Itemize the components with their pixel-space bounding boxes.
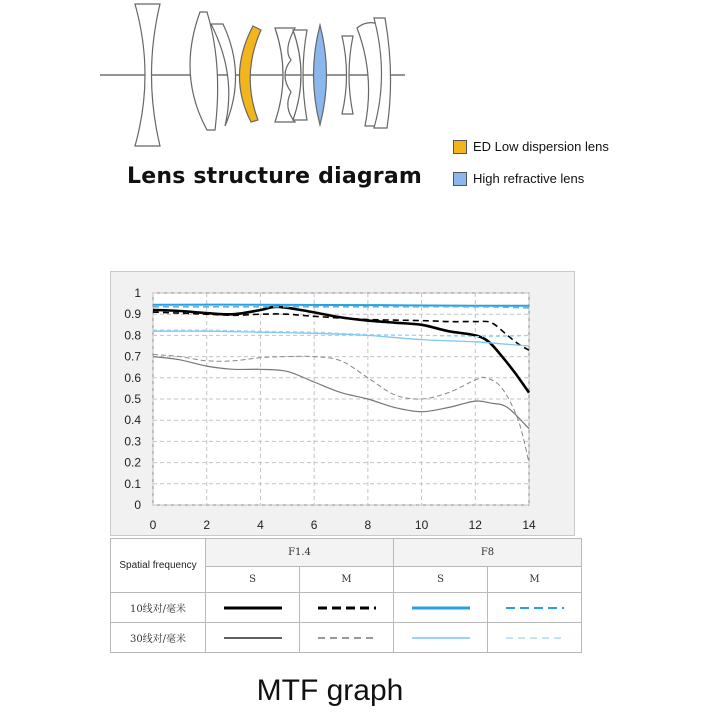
legend-item-ed <box>453 139 609 154</box>
line-sample-30-f14-s <box>222 634 284 642</box>
sample-cell <box>488 623 582 653</box>
line-sample-10-f14-s <box>222 604 284 612</box>
group-header-f8: F8 <box>394 539 582 567</box>
y-tick-label: 0.5 <box>124 392 141 406</box>
y-tick-label: 0.4 <box>124 413 141 428</box>
y-tick-label: 0.1 <box>124 476 141 491</box>
spatial-frequency-header: Spatial frequency <box>111 539 206 593</box>
mtf-chart <box>110 271 575 536</box>
high-refractive-lens-element <box>314 25 327 125</box>
sub-header-f14-s: S <box>206 567 300 593</box>
y-tick-label: 0.7 <box>124 349 141 364</box>
mtf-caption: MTF graph <box>256 674 404 707</box>
sub-header-f8-m: M <box>488 567 582 593</box>
row-label-10lp: 10线对/毫米 <box>111 593 206 623</box>
line-sample-30-f8-m <box>504 634 566 642</box>
legend-label-high-refractive: High refractive lens <box>473 171 585 186</box>
legend-item-high-refractive <box>453 171 584 186</box>
y-tick-label: 1 <box>134 286 141 300</box>
group-header-f14: F1.4 <box>206 539 394 567</box>
high-refractive-swatch <box>453 172 467 186</box>
y-tick-label: 0 <box>134 498 141 512</box>
ed-swatch <box>453 140 467 154</box>
sample-cell <box>394 593 488 623</box>
series-line-f8-10-s <box>153 305 529 306</box>
y-tick-label: 0.2 <box>124 455 141 470</box>
row-label-30lp: 30线对/毫米 <box>111 623 206 653</box>
y-tick-label: 0.9 <box>124 307 141 322</box>
diagram-title: Lens structure diagram <box>127 164 423 189</box>
y-tick-label: 0.3 <box>124 434 141 449</box>
x-tick-label: 8 <box>364 518 372 532</box>
sample-cell <box>488 593 582 623</box>
sub-header-f8-s: S <box>394 567 488 593</box>
line-sample-30-f14-m <box>316 634 378 642</box>
mtf-legend-table <box>110 538 582 653</box>
x-tick-label: 12 <box>468 518 482 532</box>
x-tick-label: 2 <box>203 518 211 532</box>
line-sample-10-f8-m <box>504 604 566 612</box>
sample-cell <box>300 623 394 653</box>
line-sample-10-f8-s <box>410 604 472 612</box>
lens-structure-diagram <box>95 0 425 150</box>
line-sample-30-f8-s <box>410 634 472 642</box>
line-sample-10-f14-m <box>316 604 378 612</box>
y-tick-label: 0.8 <box>124 328 141 343</box>
sample-cell <box>300 593 394 623</box>
x-tick-label: 6 <box>310 518 318 532</box>
y-tick-label: 0.6 <box>124 370 141 385</box>
x-tick-label: 4 <box>257 518 264 532</box>
x-tick-label: 14 <box>522 518 536 532</box>
ed-lens-element <box>239 26 261 122</box>
x-tick-label: 10 <box>414 518 429 532</box>
sample-cell <box>206 623 300 653</box>
sub-header-f14-m: M <box>300 567 394 593</box>
x-tick-label: 0 <box>149 518 157 532</box>
legend-label-ed: ED Low dispersion lens <box>473 139 609 154</box>
sample-cell <box>206 593 300 623</box>
sample-cell <box>394 623 488 653</box>
